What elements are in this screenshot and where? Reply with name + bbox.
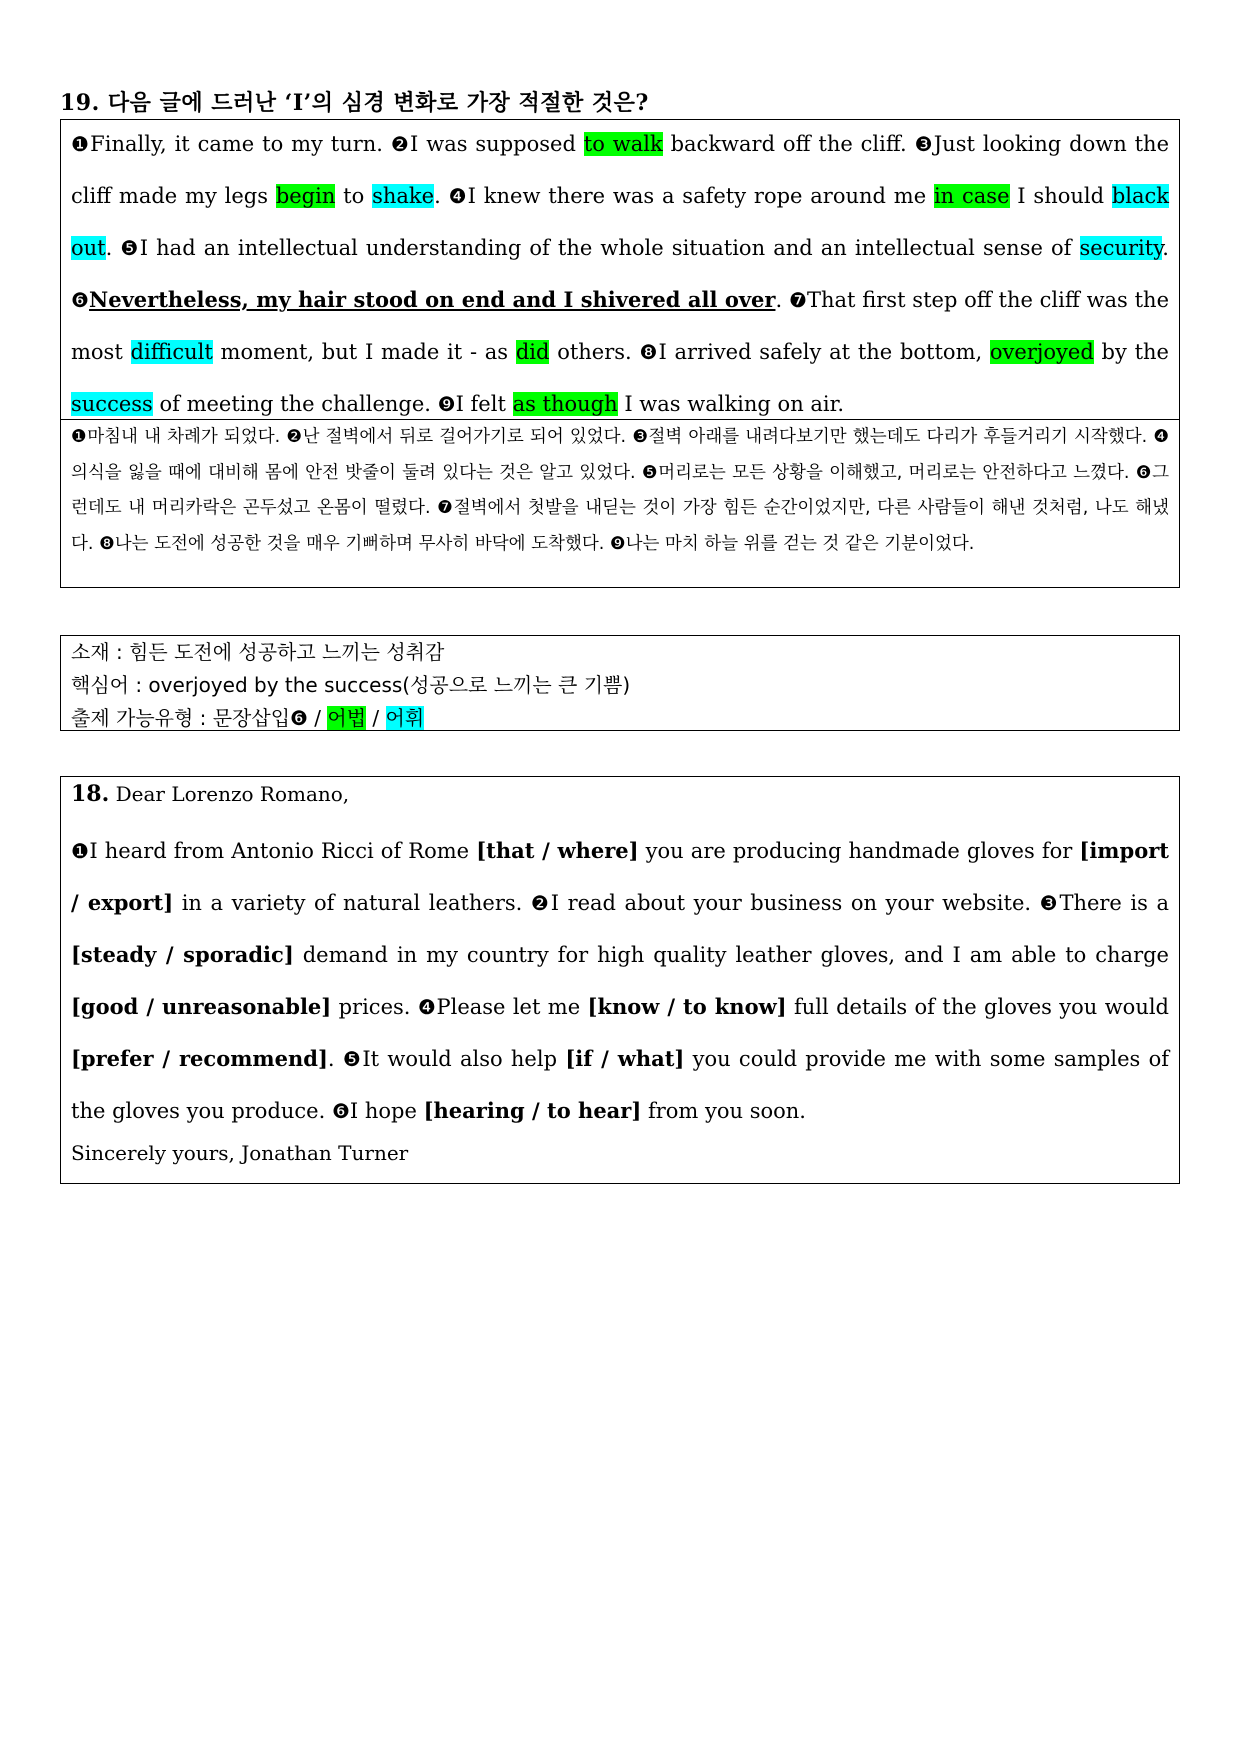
passage-segment: I felt xyxy=(455,392,513,416)
passage-segment: backward off the cliff. xyxy=(662,132,915,156)
emphasized-phrase: [good / unreasonable] xyxy=(71,994,332,1019)
emphasized-phrase: [steady / sporadic] xyxy=(71,942,294,967)
passage-segment: Just looking down the cliff made my legs xyxy=(71,132,1170,208)
emphasized-phrase: [that / where] xyxy=(476,838,639,863)
sentence-number: ❻ xyxy=(71,288,90,312)
question-18-number: 18. xyxy=(71,781,110,807)
highlighted-phrase: success xyxy=(71,392,153,416)
passage-segment: I was walking on air. xyxy=(617,392,845,416)
passage-segment: I arrived safely at the bottom, xyxy=(658,340,990,364)
passage-segment: Finally, it came to my turn. xyxy=(90,132,391,156)
highlighted-phrase: begin xyxy=(275,184,336,208)
type-grammar-tag: 어법 xyxy=(327,706,367,730)
highlighted-phrase: security xyxy=(1079,236,1163,260)
question-18-box xyxy=(60,776,1180,1184)
types-line xyxy=(71,702,1169,735)
passage-18-text xyxy=(71,825,1169,1137)
highlighted-phrase: did xyxy=(515,340,550,364)
sentence-number: ❶ xyxy=(71,839,90,863)
sentence-number: ❻ xyxy=(331,1099,350,1123)
sentence-number: ❸ xyxy=(1039,891,1060,915)
sentence-number: ❹ xyxy=(448,184,468,208)
sentence-number: ❷ xyxy=(390,132,411,156)
question-19-title: 19. 다음 글에 드러난 ‘I’의 심경 변화로 가장 적절한 것은? xyxy=(60,90,649,116)
highlighted-phrase: in case xyxy=(933,184,1010,208)
highlighted-phrase: overjoyed xyxy=(989,340,1094,364)
passage-segment: Please let me xyxy=(436,995,588,1019)
type-vocab-tag: 어휘 xyxy=(385,706,425,730)
passage-segment: I knew there was a safety rope around me xyxy=(467,184,934,208)
sentence-number: ❸ xyxy=(914,132,934,156)
passage-segment: you are producing handmade gloves for xyxy=(638,839,1080,863)
sentence-number: ❶ xyxy=(71,132,91,156)
sentence-number: ❺ xyxy=(120,236,140,260)
passage-segment: others. xyxy=(549,340,640,364)
passage-segment: I should xyxy=(1009,184,1112,208)
passage-segment: . xyxy=(775,288,789,312)
emphasized-phrase: [import / export] xyxy=(71,838,1169,915)
passage-segment: . xyxy=(434,184,449,208)
emphasized-phrase: [prefer / recommend] xyxy=(71,1046,328,1071)
passage-segment: . xyxy=(105,236,121,260)
passage-segment: by the xyxy=(1093,340,1169,364)
highlighted-phrase: difficult xyxy=(130,340,213,364)
passage-segment: . xyxy=(327,1047,343,1071)
letter-closing: Sincerely yours, Jonathan Turner xyxy=(71,1141,409,1165)
highlighted-phrase: shake xyxy=(372,184,435,208)
passage-19-text xyxy=(71,118,1169,430)
sentence-number: ❼ xyxy=(788,288,807,312)
passage-segment: . xyxy=(1162,236,1169,260)
translation-box xyxy=(60,419,1180,588)
sentence-number: ❺ xyxy=(342,1047,363,1071)
highlighted-phrase: to walk xyxy=(583,132,663,156)
emphasized-phrase: [if / what] xyxy=(565,1046,685,1071)
passage-segment: of meeting the challenge. xyxy=(152,392,438,416)
highlighted-phrase: black out xyxy=(71,184,1170,260)
passage-segment: full details of the gloves you would xyxy=(786,995,1169,1019)
sentence-number: ❷ xyxy=(530,891,551,915)
summary-box xyxy=(60,635,1180,731)
types-prefix: 출제 가능유형 : 문장삽입❻ / xyxy=(71,706,328,730)
emphasized-phrase: [hearing / to hear] xyxy=(423,1098,642,1123)
passage-segment: to xyxy=(335,184,373,208)
emphasized-phrase: Nevertheless, my hair stood on end and I shivered all over xyxy=(89,287,776,312)
types-separator: / xyxy=(366,706,386,730)
passage-segment: demand in my country for high quality leather gloves, and I am able to charge xyxy=(293,943,1169,967)
sentence-number: ❽ xyxy=(639,340,659,364)
greeting-text: Dear Lorenzo Romano, xyxy=(109,782,350,806)
passage-segment: I heard from Antonio Ricci of Rome xyxy=(89,839,477,863)
passage-segment: That first step off the cliff was the most xyxy=(71,288,1170,364)
translation-text: ❶마침내 내 차례가 되었다. ❷난 절벽에서 뒤로 걸어가기로 되어 있었다. ❸절벽 아래를 내려다보기만 했는데도 다리가 후들거리기 시작했다. ❹의식을 잃을 때에 대비해 몸에 안전 밧줄이 둘려 있다는 것은 알고 있었다. ❺머리로는 모든 상황을 이해했고, 머리로는 안전하다고 느꼈다. ❻그런데도 내 머리카락은 곤두섰고 온몸이 떨렸다. ❼절벽에서 첫발을 내딛는 것이 가장 힘든 순간이었지만, 다른 사람들이 해낸 것처럼, 나도 해냈다. ❽나는 도전에 성공한 것을 매우 기뻐하며 무사히 바닥에 도착했다. ❾나는 마치 하늘 위를 걷는 것 같은 기분이었다. xyxy=(71,427,1169,554)
passage-segment: prices. xyxy=(331,995,418,1019)
topic-line: 소재 : 힘든 도전에 성공하고 느끼는 성취감 xyxy=(71,640,445,664)
highlighted-phrase: as though xyxy=(512,392,618,416)
keyword-line: 핵심어 : overjoyed by the success(성공으로 느끼는 큰 기쁨) xyxy=(71,673,631,697)
sentence-number: ❹ xyxy=(417,995,437,1019)
sentence-number: ❾ xyxy=(437,392,456,416)
passage-segment: There is a xyxy=(1059,891,1169,915)
passage-segment: It would also help xyxy=(362,1047,566,1071)
passage-segment: you could provide me with some samples of the gloves you produce. xyxy=(71,1047,1169,1123)
letter-greeting xyxy=(71,779,1169,809)
passage-segment: I hope xyxy=(349,1099,424,1123)
passage-segment: I had an intellectual understanding of the whole situation and an intellectual sense of xyxy=(139,236,1080,260)
passage-segment: from you soon. xyxy=(641,1099,806,1123)
passage-segment: moment, but I made it - as xyxy=(212,340,516,364)
passage-segment: I read about your business on your website. xyxy=(550,891,1040,915)
passage-segment: I was supposed xyxy=(410,132,584,156)
passage-box xyxy=(60,119,1180,420)
emphasized-phrase: [know / to know] xyxy=(587,994,787,1019)
passage-segment: in a variety of natural leathers. xyxy=(173,891,531,915)
